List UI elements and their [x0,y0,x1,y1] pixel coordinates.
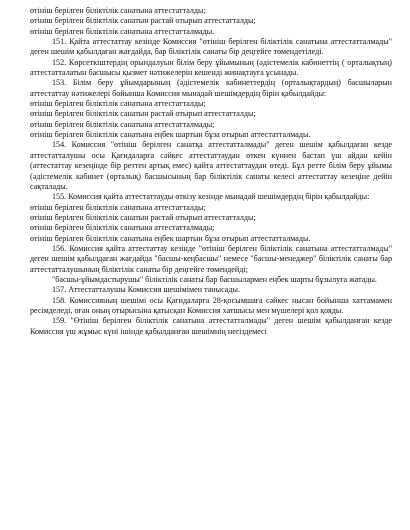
paragraph-155: 155. Комиссия қайта аттестаттауды өткізу кезінде мынадай шешімдердің бірін қабылдайды: [52,192,370,202]
decision-option: өтініш берілген біліктілік санатына аттестатталды; [30,99,206,109]
paragraph-156: 156. Комиссия қайта аттестаттау кезінде "өтініш берілген біліктілік санатына аттестатталмады" деген шешім қабылдаған жағдайда "басшы-кеңбасшы" немесе "басшы-менеджер" біліктілік санаты бар аттестатталушының біліктілік санаты бір деңгейге төмендейді; [30,243,392,274]
decision-option: өтініш берілген біліктілік санатына аттестатталды; [30,6,206,15]
decision-option: өтініш берілген біліктілік санатына еңбек шартын бұза отырып аттестатталмады. [30,130,311,140]
decision-option: өтініш берілген біліктілік санатын растай отырып аттестатталды; [30,212,256,222]
paragraph-152: 152. Көрсеткіштердің орындалуын білім беру ұйымының (әдістемелік кабинеттің ( орталықтың) аттестатталатын басшысы қызмет нәтижелерін кешенді жинақтауға ұсынады. [30,57,392,78]
decision-option: өтініш берілген біліктілік санатына аттестатталмады; [30,223,215,233]
decision-option: өтініш берілген біліктілік санатын растай отырып аттестатталды; [30,16,256,26]
decision-option: өтініш берілген біліктілік санатын растай отырып аттестатталды; [30,109,256,119]
paragraph-156-continuation: "басшы-ұйымдастырушы" біліктілік санаты бар басшылармен еңбек шарты бұзылуға жатады. [52,274,377,284]
decision-option: өтініш берілген біліктілік санатына аттестатталды; [30,202,206,212]
decision-option: өтініш берілген біліктілік санатына аттестатталмады; [30,119,215,129]
decision-option: өтініш берілген біліктілік санатына аттестатталмады. [30,26,215,36]
paragraph-153: 153. Білім беру ұйымдарының (әдістемелік кабинеттердің (орталықтардың) басшыларын аттестаттау нәтижелері бойынша Комиссия мынадай шешімдердің бірін қабылдайды: [30,78,392,98]
paragraph-157: 157. Аттестатталушы Комиссия шешімімен танысады. [52,285,240,295]
paragraph-151: 151. Қайта аттестаттау кезінде Комиссия "өтініш берілген біліктілік санатына аттестатталмады" деген шешім қабылдаған жағдайда, бар біліктілік санаты бір деңгейге төмендетіледі. [30,37,392,57]
decision-option: өтініш берілген біліктілік санатына еңбек шартын бұза отырып аттестатталмады. [30,233,311,243]
paragraph-154: 154. Комиссия "өтініш берілген санатқа аттестатталмады" деген шешім қабылдаған кезде аттестатталушы осы Қағидаларға сәйкес аттестаттаудан өткен күннен бастап үш айдан кейін (аттестаттау кезеңінде бір реттен артық емес) қайта аттестаттаудан өтеді. Бұл ретте білім беру ұйымы (әдістемелік кабинет (орталық) басшысының бар біліктілік санаты келесі аттестаттау кезеңіне дейін сақталады. [30,140,392,191]
paragraph-158: 158. Комиссияның шешімі осы Қағидаларға 28-қосымшаға сәйкес нысан бойынша хаттамамен ресімделеді, оған оның отырысына қатысқан Комиссия хатшысы мен мүшелері қол қояды. [30,295,392,315]
paragraph-159: 159. "Өтініш берілген біліктілік санатына аттестатталмады" деген шешім қабылданған кезде Комиссия үш жұмыс күні ішінде қабылданған шешімнің негіздемесі [30,316,392,336]
